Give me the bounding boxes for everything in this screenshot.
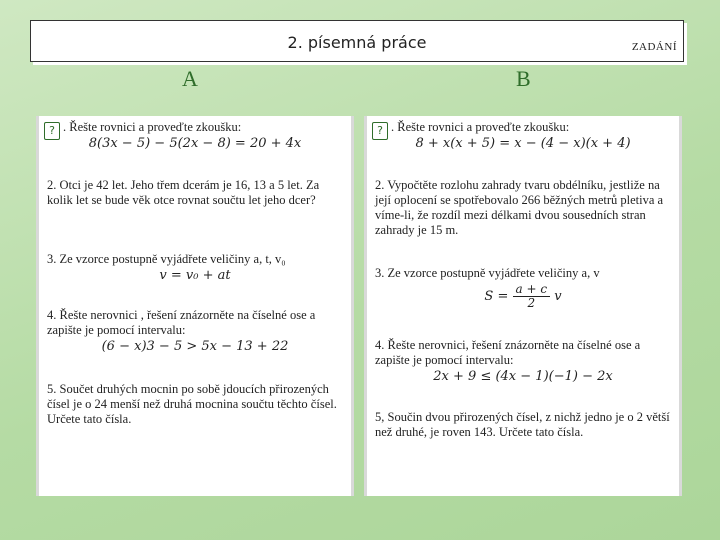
task-b4-text: 4. Řešte nerovnici, řešení znázorněte na číselné ose a zapište je pomocí intervalu: [375, 338, 641, 367]
task-a3 [47, 252, 343, 283]
placeholder-glyph-icon: ? [44, 122, 60, 140]
task-b3-fraction-numerator: a + c [513, 283, 551, 297]
task-a4 [47, 308, 343, 354]
task-b4 [375, 338, 671, 384]
task-a2-text: 2. Otci je 42 let. Jeho třem dcerám je 16, 13 a 5 let. Za kolik let se bude věk otce rovnat součtu let jeho dcer? [47, 178, 320, 207]
task-b5-text: 5, Součin dvou přirozených čísel, z nichž jedno je o 2 větší než druhé, je roven 143. Určete tato čísla. [375, 410, 670, 439]
task-a4-text: 4. Řešte nerovnici , řešení znázorněte na číselné ose a zapište je pomocí intervalu: [47, 308, 316, 337]
task-b4-equation: 2x + 9 ≤ (4x − 1)(−1) − 2x [433, 369, 613, 384]
task-a3-equation: v = v₀ + at [159, 268, 231, 283]
task-a1-equation: 8(3x − 5) − 5(2x − 8) = 20 + 4x [88, 136, 302, 151]
task-b3-equation [375, 283, 671, 310]
task-b1-equation: 8 + x(x + 5) = x − (4 − x)(x + 4) [415, 136, 631, 151]
task-a3-text: 3. Ze vzorce postupně vyjádřete veličiny a, t, v₀ [47, 252, 286, 266]
placeholder-glyph-icon: ? [372, 122, 388, 140]
task-a4-equation: (6 − x)3 − 5 > 5x − 13 + 22 [101, 339, 289, 354]
variant-b-panel [364, 116, 682, 496]
column-label-a: A [182, 66, 198, 91]
page-title: 2. písemná práce [287, 33, 427, 52]
task-b3-eq-lhs: S = [484, 289, 509, 304]
title-bar [30, 20, 684, 62]
task-a5-text: 5. Součet druhých mocnin po sobě jdoucích přirozených čísel je o 24 menší než druhá mocnina součtu těchto čísel. Určete tato čísla. [47, 382, 337, 426]
task-b5 [375, 410, 671, 440]
variant-a-panel [36, 116, 354, 496]
task-a1 [47, 120, 343, 151]
task-b2 [375, 178, 671, 238]
task-b3-fraction-denominator: 2 [527, 296, 536, 310]
assignment-tag: ZADÁNÍ [631, 41, 677, 53]
column-label-b: B [516, 66, 531, 91]
task-a5 [47, 382, 343, 427]
task-b2-text: 2. Vypočtěte rozlohu zahrady tvaru obdélníku, jestliže na její oplocení se spotřebovalo 266 běžných metrů pletiva a víme-li, že rozdíl mezi délkami dvou sousedních stran zahrady je 15 m. [375, 178, 664, 237]
task-b3-text: 3. Ze vzorce postupně vyjádřete veličiny a, v [375, 266, 600, 280]
task-b1 [375, 120, 671, 151]
task-a1-text: . Řešte rovnici a proveďte zkoušku: [63, 120, 242, 134]
task-b3-fraction [513, 283, 551, 310]
task-a2 [47, 178, 343, 208]
task-b3 [375, 266, 671, 310]
task-b3-eq-rhs: v [554, 289, 562, 304]
task-b1-text: . Řešte rovnici a proveďte zkoušku: [391, 120, 570, 134]
